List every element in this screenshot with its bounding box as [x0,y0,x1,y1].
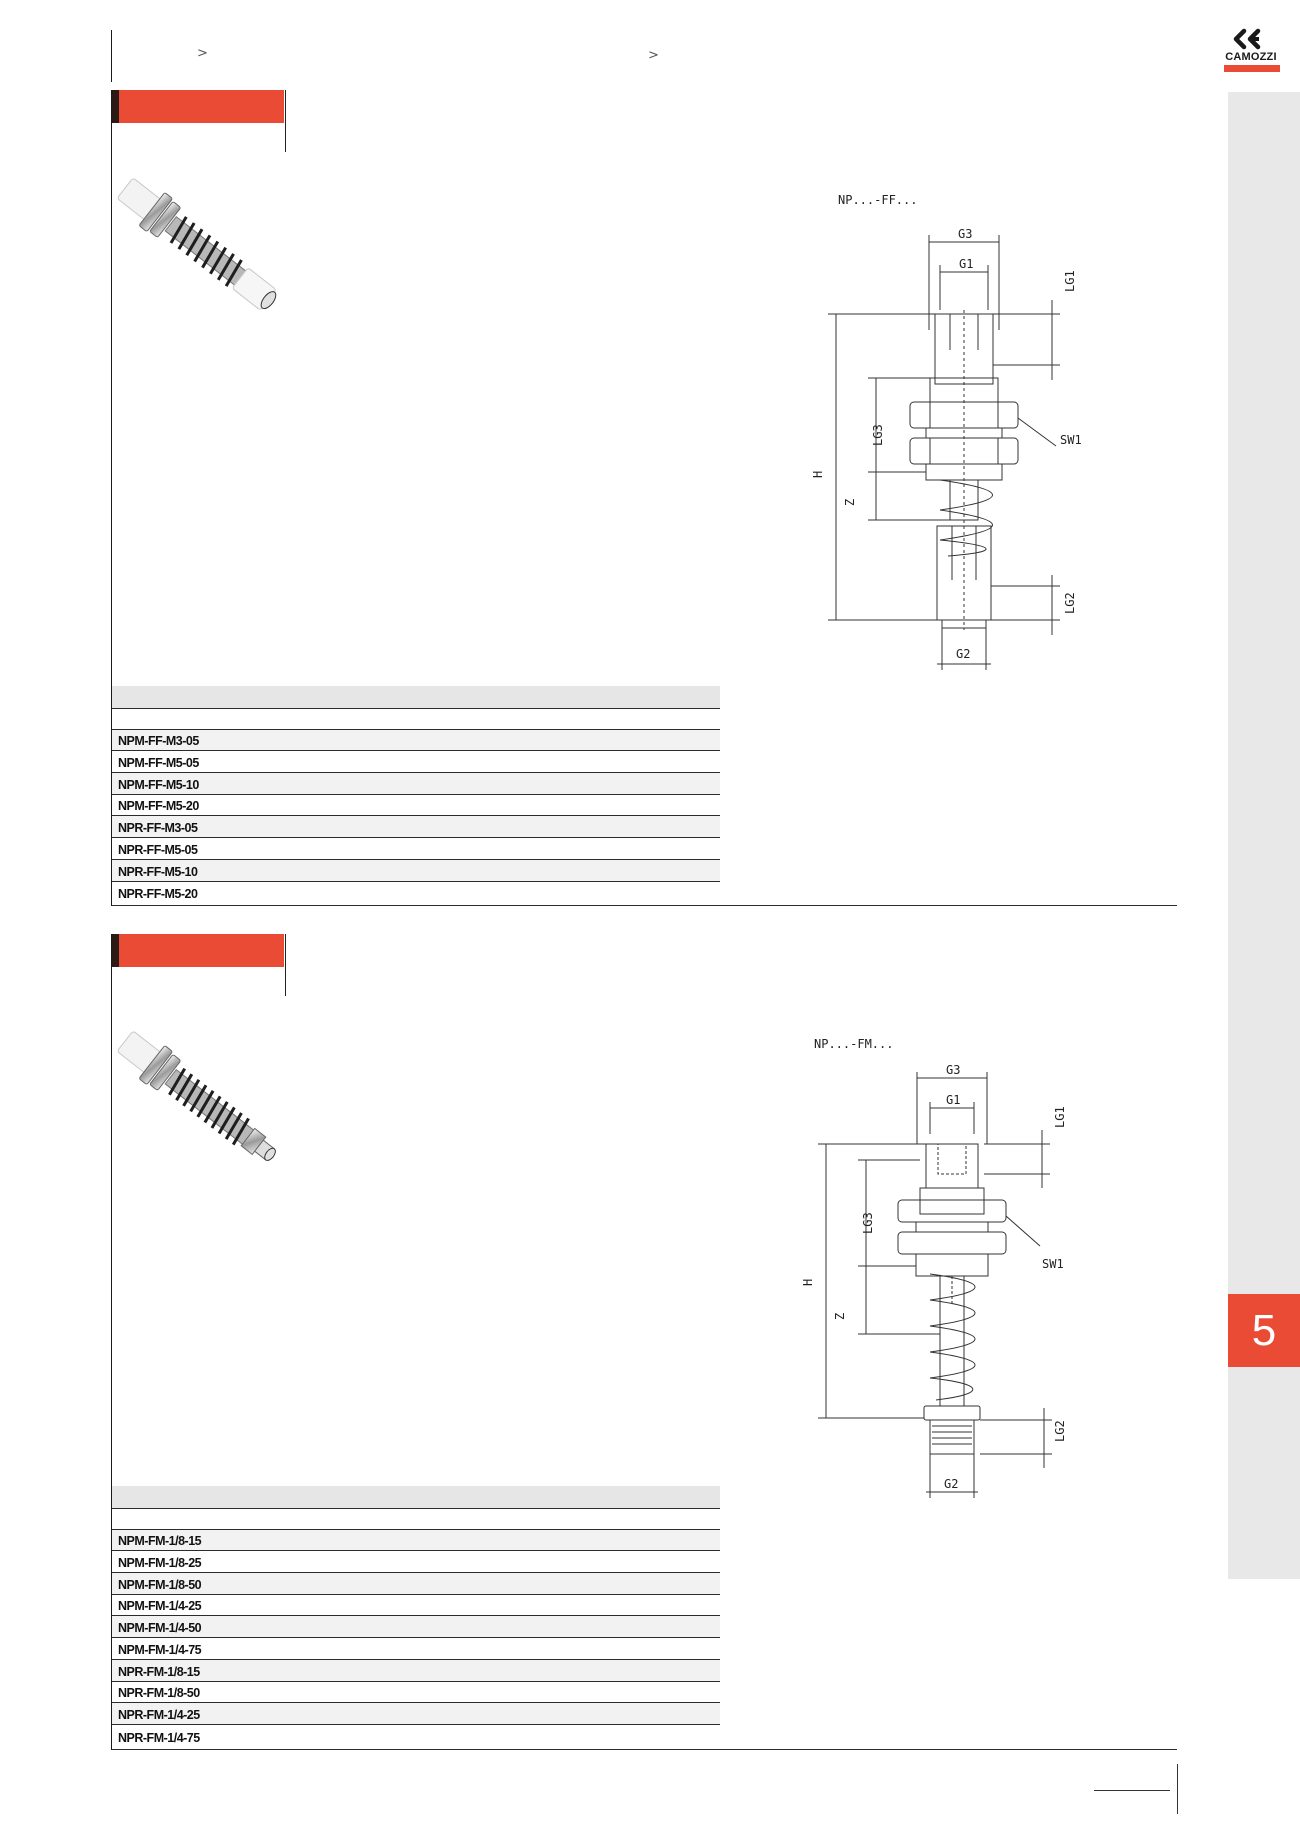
table-row[interactable] [112,1530,720,1552]
table-subheader-row [112,1508,720,1530]
dim-label-lg1: LG1 [1053,1106,1067,1128]
table-row[interactable] [112,1595,720,1617]
order-code: NPR-FF-M3-05 [118,821,198,836]
table-row[interactable] [112,1616,720,1638]
dim-label-z: Z [833,1312,847,1320]
table-row[interactable] [112,1703,720,1725]
table-row[interactable] [112,795,720,817]
camozzi-logo [1222,28,1282,74]
chapter-number: 5 [1251,1305,1277,1355]
order-code: NPR-FM-1/8-15 [118,1664,200,1679]
order-code: NPR-FM-1/4-25 [118,1707,200,1722]
order-code: NPM-FF-M5-20 [118,799,199,814]
drawing-title: NP...-FF... [838,193,918,207]
dim-label-g1: G1 [946,1093,961,1107]
section-header-divider [285,90,286,152]
product-photo-fm [112,1025,292,1185]
order-code: NPM-FM-1/8-50 [118,1577,202,1592]
order-code: NPM-FM-1/8-15 [118,1534,202,1549]
dim-label-h: H [811,470,825,478]
section-header-bar [112,90,284,123]
table-row[interactable] [112,1660,720,1682]
table-row[interactable] [112,816,720,838]
technical-drawing-ff [800,180,1100,680]
dim-label-h: H [801,1278,815,1286]
dim-label-z: Z [843,498,857,506]
dim-label-lg2: LG2 [1053,1420,1067,1442]
table-subheader-row [112,708,720,730]
dim-label-sw1: SW1 [1042,1257,1064,1271]
table-row[interactable] [112,1551,720,1573]
order-code: NPM-FF-M3-05 [118,734,199,749]
section-bottom-rule [112,1749,1177,1750]
table-row[interactable] [112,1682,720,1704]
camozzi-logo-mark-icon [1222,28,1282,52]
dim-label-g2: G2 [956,647,971,661]
table-header [112,686,720,708]
table-row[interactable] [112,882,720,904]
dim-label-lg2: LG2 [1063,592,1077,614]
order-code: NPR-FF-M5-10 [118,864,198,879]
order-code: NPM-FM-1/4-75 [118,1642,202,1657]
footer-divider [1177,1764,1178,1814]
product-photo-ff [112,172,292,332]
dim-label-g3: G3 [946,1063,961,1077]
logo-wordmark: CAMOZZI [1225,51,1277,63]
order-code: NPM-FF-M5-05 [118,756,199,771]
order-code: NPM-FM-1/8-25 [118,1556,202,1571]
order-code: NPR-FF-M5-20 [118,887,198,902]
dim-label-lg3: LG3 [871,424,885,446]
chapter-tab[interactable] [1228,1294,1300,1367]
breadcrumb-separator: > [648,48,659,63]
table-row[interactable] [112,860,720,882]
table-row[interactable] [112,838,720,860]
dim-label-lg1: LG1 [1063,270,1077,292]
breadcrumb-separator: > [197,46,208,61]
table-row[interactable] [112,1573,720,1595]
section-header-bar [112,934,284,967]
section-header-marker [112,90,119,123]
table-header [112,1486,720,1508]
table-row[interactable] [112,773,720,795]
dim-label-g3: G3 [958,227,973,241]
section-header-divider [285,934,286,996]
table-row[interactable] [112,751,720,773]
dim-label-sw1: SW1 [1060,433,1082,447]
order-code: NPM-FF-M5-10 [118,777,199,792]
table-row[interactable] [112,730,720,752]
order-code: NPM-FM-1/4-25 [118,1599,202,1614]
order-code: NPR-FF-M5-05 [118,842,198,857]
section-bottom-rule [112,905,1177,906]
footer-rule [1094,1790,1170,1791]
header-divider [111,30,112,82]
logo-accent-bar [1224,65,1280,72]
order-code: NPR-FM-1/8-50 [118,1686,200,1701]
section-header-marker [112,934,119,967]
product-table-ff [112,686,720,903]
dim-label-lg3: LG3 [861,1212,875,1234]
table-row[interactable] [112,1638,720,1660]
order-code: NPM-FM-1/4-50 [118,1621,202,1636]
order-code: NPR-FM-1/4-75 [118,1730,200,1745]
dim-label-g1: G1 [959,257,974,271]
dim-label-g2: G2 [944,1477,959,1491]
technical-drawing-fm [790,1024,1090,1524]
product-table-fm [112,1486,720,1747]
drawing-title: NP...-FM... [814,1037,894,1051]
table-row[interactable] [112,1725,720,1747]
